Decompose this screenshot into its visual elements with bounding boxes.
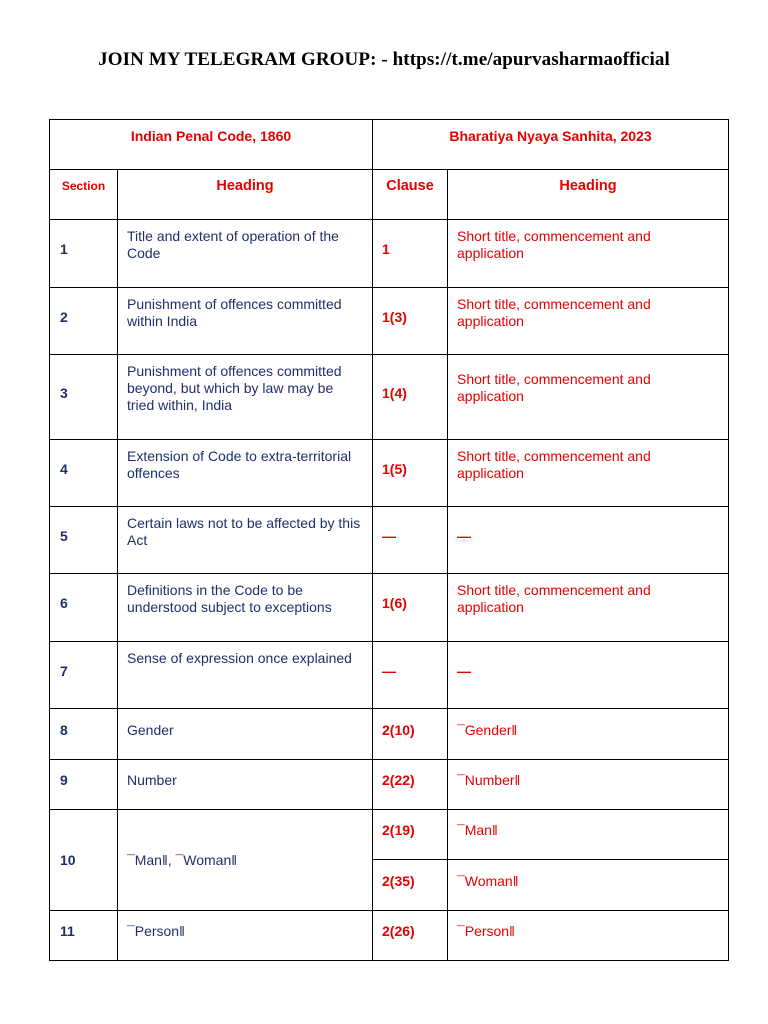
bns-clause: —	[373, 642, 448, 709]
act-title-ipc: Indian Penal Code, 1860	[50, 120, 373, 170]
ipc-heading: Certain laws not to be affected by this Act	[118, 507, 373, 574]
act-title-bns: Bharatiya Nyaya Sanhita, 2023	[373, 120, 729, 170]
bns-heading: Short title, commencement and application	[448, 288, 729, 355]
col-header-heading-ipc: Heading	[118, 170, 373, 220]
table-row	[50, 355, 729, 440]
ipc-heading: Punishment of offences committed beyond, but which by law may be tried within, India	[118, 355, 373, 440]
bns-heading: Short title, commencement and application	[448, 440, 729, 507]
section-number: 4	[50, 440, 118, 507]
bns-heading: Short title, commencement and application	[448, 355, 729, 440]
bns-clause: 1	[373, 220, 448, 288]
table-row	[50, 911, 729, 961]
table-row	[50, 709, 729, 760]
section-number: 9	[50, 760, 118, 810]
bns-clause: 1(5)	[373, 440, 448, 507]
table-row	[50, 288, 729, 355]
bns-heading: ¯Gender‖	[448, 709, 729, 760]
ipc-heading: Punishment of offences committed within India	[118, 288, 373, 355]
bns-heading: ¯Man‖	[448, 810, 729, 860]
bns-clause: 1(4)	[373, 355, 448, 440]
section-number: 2	[50, 288, 118, 355]
ipc-heading: Gender	[118, 709, 373, 760]
col-header-section: Section	[50, 170, 118, 220]
bns-clause: 2(35)	[373, 860, 448, 911]
bns-clause: 2(19)	[373, 810, 448, 860]
bns-heading: Short title, commencement and application	[448, 574, 729, 642]
col-header-clause: Clause	[373, 170, 448, 220]
table-row	[50, 760, 729, 810]
table-row	[50, 574, 729, 642]
section-number: 1	[50, 220, 118, 288]
bns-clause: 1(6)	[373, 574, 448, 642]
bns-clause: 2(10)	[373, 709, 448, 760]
section-number: 10	[50, 810, 118, 911]
section-number: 6	[50, 574, 118, 642]
ipc-heading: Extension of Code to extra-territorial offences	[118, 440, 373, 507]
bns-clause: —	[373, 507, 448, 574]
table-row	[50, 507, 729, 574]
ipc-heading: ¯Man‖, ¯Woman‖	[118, 810, 373, 911]
bns-heading: ¯Woman‖	[448, 860, 729, 911]
table-row	[50, 642, 729, 709]
ipc-heading: Title and extent of operation of the Code	[118, 220, 373, 288]
bns-clause: 1(3)	[373, 288, 448, 355]
section-number: 5	[50, 507, 118, 574]
table-row	[50, 440, 729, 507]
bns-heading: —	[448, 507, 729, 574]
page-title: JOIN MY TELEGRAM GROUP: - https://t.me/apurvasharmaofficial	[98, 49, 670, 70]
bns-heading: ¯Person‖	[448, 911, 729, 961]
col-header-heading-bns: Heading	[448, 170, 729, 220]
table-row	[50, 810, 729, 860]
bns-heading: —	[448, 642, 729, 709]
bns-heading: ¯Number‖	[448, 760, 729, 810]
comparison-table	[49, 119, 729, 961]
ipc-heading: ¯Person‖	[118, 911, 373, 961]
section-number: 11	[50, 911, 118, 961]
bns-clause: 2(22)	[373, 760, 448, 810]
ipc-heading: Definitions in the Code to be understood subject to exceptions	[118, 574, 373, 642]
section-number: 7	[50, 642, 118, 709]
ipc-heading: Sense of expression once explained	[118, 642, 373, 709]
bns-heading: Short title, commencement and application	[448, 220, 729, 288]
section-number: 3	[50, 355, 118, 440]
section-number: 8	[50, 709, 118, 760]
table-row	[50, 220, 729, 288]
bns-clause: 2(26)	[373, 911, 448, 961]
ipc-heading: Number	[118, 760, 373, 810]
